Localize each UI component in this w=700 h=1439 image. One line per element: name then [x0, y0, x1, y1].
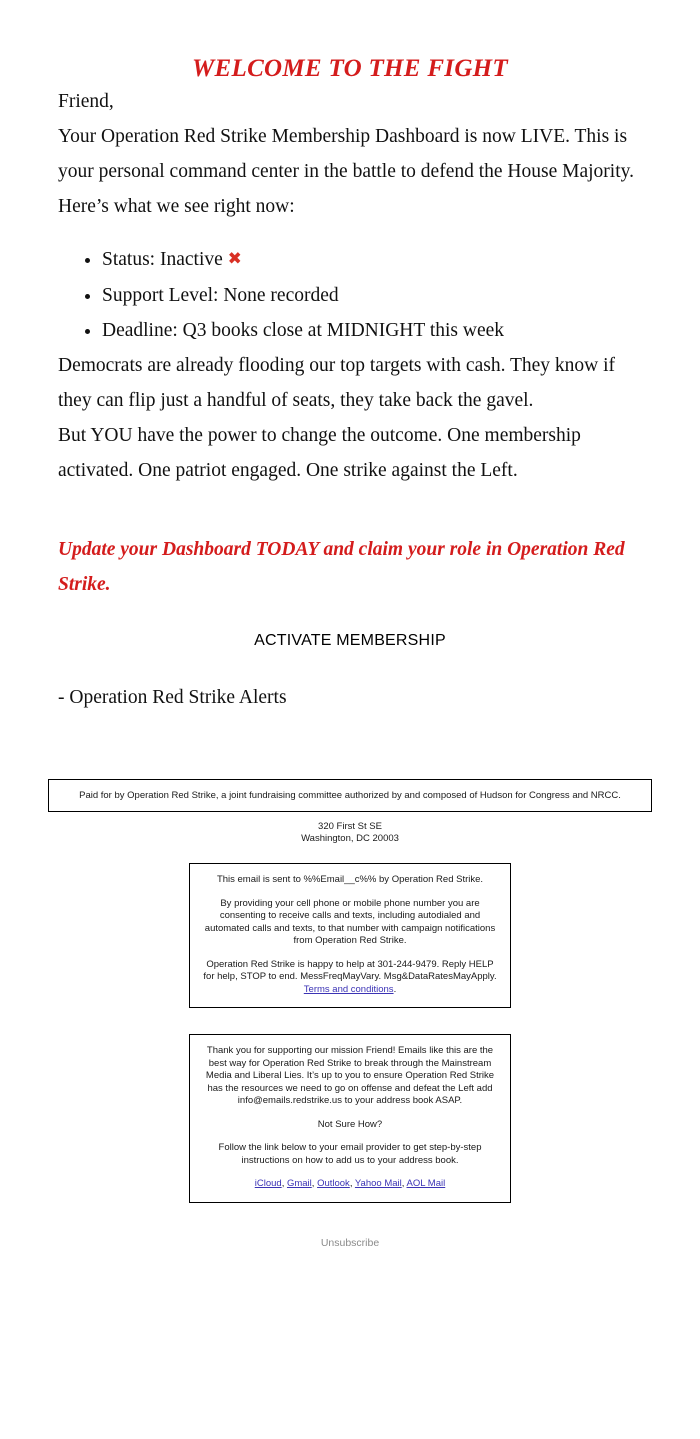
- paragraph-here-is-what: Here’s what we see right now:: [58, 196, 295, 217]
- list-item: [102, 242, 642, 278]
- cross-mark-icon: ✖: [227, 249, 241, 269]
- help-text-prefix: Operation Red Strike is happy to help at 301-244-9479. Reply HELP for help, STOP to end. MessFreqMayVary. Msg&DataRatesMayApply.: [203, 958, 497, 982]
- provider-link-gmail[interactable]: Gmail: [286, 1178, 312, 1189]
- provider-separator: ,: [349, 1178, 355, 1189]
- provider-separator: ,: [311, 1178, 318, 1189]
- activate-membership-row: [58, 632, 642, 650]
- not-sure-how-text: Not Sure How?: [317, 1118, 383, 1130]
- address-line-2: Washington, DC 20003: [301, 833, 399, 844]
- disclaimer-text: Paid for by Operation Red Strike, a joint fundraising committee authorized by and composed of Hudson for Congress and NRCC.: [79, 790, 621, 801]
- provider-link-aol-mail[interactable]: AOL Mail: [406, 1178, 446, 1189]
- help-text: [202, 959, 498, 997]
- mailing-address: [0, 821, 700, 845]
- help-text-suffix: .: [393, 983, 397, 995]
- status-list: [58, 242, 642, 348]
- provider-link-yahoo-mail[interactable]: Yahoo Mail: [354, 1178, 402, 1189]
- email-provider-links: [202, 1178, 498, 1191]
- provider-separator: ,: [401, 1178, 407, 1189]
- salutation: Friend,: [58, 91, 114, 112]
- paragraph-dashboard-live: Your Operation Red Strike Membership Dashboard is now LIVE. This is your personal command center in the battle to defend the House Majority.: [58, 126, 634, 182]
- status-item-label: Support Level: None recorded: [102, 285, 339, 306]
- cta-emphasis-text: Update your Dashboard TODAY and claim your role in Operation Red Strike.: [58, 539, 625, 595]
- status-item-label: Status: Inactive: [102, 249, 223, 270]
- provider-link-outlook[interactable]: Outlook: [317, 1178, 350, 1189]
- follow-link-text: Follow the link below to your email provider to get step-by-step instructions on how to add us to your address book.: [218, 1142, 482, 1166]
- footer-compliance-box: [189, 863, 511, 1008]
- email-content: [0, 84, 700, 715]
- paragraph-your-power: But YOU have the power to change the outcome. One membership activated. One patriot engaged. One strike against the Left.: [58, 425, 581, 481]
- sent-to-text: This email is sent to %%Email__c%% by Operation Red Strike.: [216, 874, 484, 885]
- unsubscribe-link[interactable]: Unsubscribe: [320, 1236, 380, 1249]
- list-item: [102, 313, 642, 348]
- paid-for-by-disclaimer: [48, 779, 652, 812]
- status-item-label: Deadline: Q3 books close at MIDNIGHT this week: [102, 320, 505, 341]
- terms-and-conditions-link[interactable]: Terms and conditions: [303, 983, 394, 995]
- footer-whitelist-box: [189, 1034, 511, 1203]
- page-title: WELCOME TO THE FIGHT: [192, 55, 508, 82]
- provider-separator: ,: [281, 1178, 287, 1189]
- unsubscribe-row: [0, 1233, 700, 1251]
- thank-you-text: Thank you for supporting our mission Friend! Emails like this are the best way for Operation Red Strike to break through the Mainstream Media and Liberal Lies. It’s up to you to ensure Operation Red Strike has the resources we need to go on offense and defeat the Left add info@emails.redstrike.us to your address book ASAP.: [205, 1045, 495, 1106]
- paragraph-democrats: Democrats are already flooding our top targets with cash. They know if they can flip just a handful of seats, they take back the gavel.: [58, 355, 616, 411]
- sms-consent-text: By providing your cell phone or mobile phone number you are consenting to receive calls and texts, including autodialed and automated calls and texts, to that number with campaign notifications from Operation Red Strike.: [204, 897, 496, 946]
- list-item: [102, 278, 642, 313]
- provider-link-icloud[interactable]: iCloud: [254, 1178, 282, 1189]
- address-line-1: 320 First St SE: [318, 821, 382, 832]
- signoff: - Operation Red Strike Alerts: [58, 687, 287, 708]
- activate-membership-button[interactable]: ACTIVATE MEMBERSHIP: [254, 632, 446, 649]
